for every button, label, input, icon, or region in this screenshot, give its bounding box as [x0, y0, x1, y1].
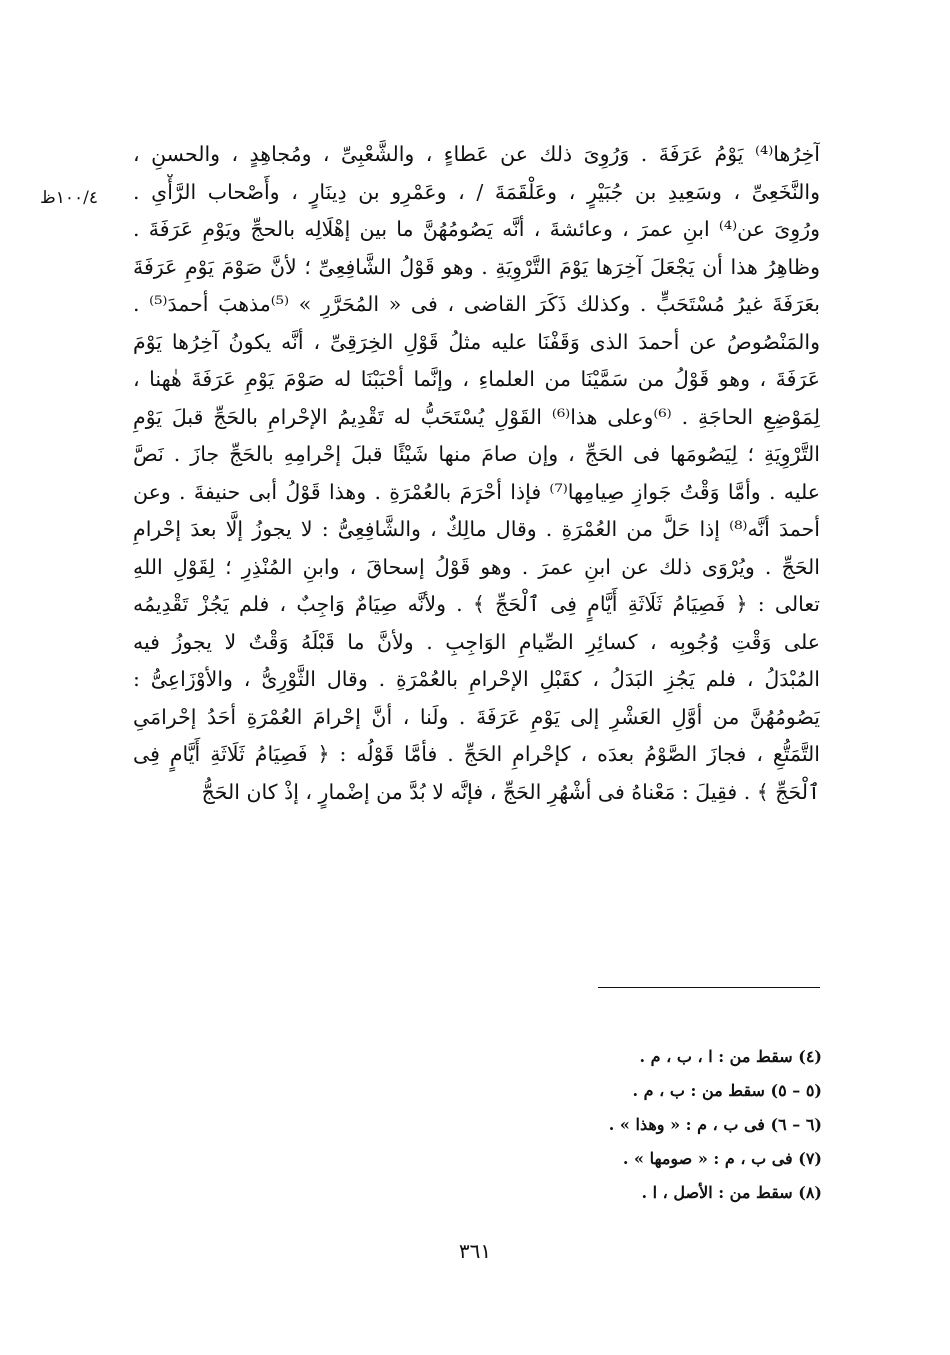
text-line: عَرَفَةَ ، وهو قَوْلُ من سَمَّيْنَا من العلماءِ ، وإنَّما أحْبَبْنَا له صَوْمَ يَوْمِ عَرَفَةَ هٰهنا ،	[133, 367, 820, 391]
footnote-separator	[598, 987, 820, 988]
text-line: ورُوِىَ عن⁽⁴⁾ ابنِ عمرَ ، وعائشةَ ، أنَّه يَصُومُهُنَّ ما بين إهْلَالِه بالحجِّ ويَوْمِ عَرَفَةَ .	[133, 217, 820, 241]
footnotes	[422, 1040, 822, 1210]
margin-folio-note: ١٠٠/٤ظ	[40, 188, 98, 208]
text-line: ٱلْحَجِّ ﴾ . فقِيلَ : مَعْناهُ فى أشْهُرِ الحَجِّ ، فإنَّه لا بُدَّ من إضْمارٍ ، إذْ كان الحَجُّ	[201, 779, 820, 804]
footnote: (٥ – ٥) سقط من : ب ، م .	[632, 1081, 822, 1100]
text-line: بعَرَفَةَ غيرُ مُسْتَحَبٍّ . وكذلك ذَكَرَ القاضى ، فى « المُحَرَّرِ » ⁽⁵⁾مذهبَ أحمدَ⁽⁵⁾ .	[133, 292, 820, 316]
footnote: (٤) سقط من : ا ، ب ، م .	[639, 1047, 822, 1066]
text-line: أحمدَ أنَّه⁽⁸⁾ إذا حَلَّ من العُمْرَةِ . وقال مالِكٌ ، والشَّافِعِىُّ : لا يجوزُ إلَّا بعدَ إحْرامِ	[133, 517, 820, 541]
page-number: ٣٦١	[458, 1239, 492, 1263]
text-line: يَصُومُهُنَّ من أوَّلِ العَشْرِ إلى يَوْمِ عَرَفَةَ . ولَنا ، أنَّ إحْرامَ العُمْرَةِ أحَدُ إحْرامَىِ	[133, 704, 820, 729]
text-line: التَّرْوِيَةِ ؛ لِيَصُومَها فى الحَجِّ ، وإن صامَ منها شَيْئًا قبلَ إحْرامِهِ بالحَجِّ جازَ . نَصَّ	[133, 442, 820, 466]
text-line: لِمَوْضِعِ الحاجَةِ . ⁽⁶⁾وعلى هذا⁽⁶⁾ القَوْلِ يُسْتَحَبُّ له تَقْدِيمُ الإحْرامِ بالحَجِّ قبلَ يَوْمِ	[133, 404, 820, 429]
main-text	[133, 136, 820, 811]
text-line: المُبْدَلُ ، فلم يَجُزِ البَدَلُ ، كقَبْلِ الإحْرامِ بالعُمْرَةِ . وقال الثَّوْرِىُّ ، والأوْزَاعِىُّ :	[133, 667, 820, 691]
text-line: على وَقْتِ وُجُوبِه ، كسائِرِ الصِّيامِ الوَاجِبِ . ولأنَّ ما قَبْلَهُ وَقْتٌ لا يجوزُ فيه	[133, 629, 820, 654]
text-line: الحَجِّ . ويُرْوَى ذلك عن ابنِ عمرَ . وهو قَوْلُ إسحاقَ ، وابنِ المُنْذِرِ ؛ لِقَوْلِ اللهِ	[133, 554, 820, 579]
text-line: التَّمَتُّعِ ، فجازَ الصَّوْمُ بعدَه ، كإحْرامِ الحَجِّ . فأمَّا قَوْلُه : ﴿ فَصِيَامُ ثَلَاثَةِ أَيَّامٍ فِى	[133, 742, 820, 766]
footnote: (٧) فى ب ، م : « صومها » .	[622, 1149, 822, 1168]
text-line: آخِرُها⁽⁴⁾ يَوْمُ عَرَفَةَ . وَرُوِىَ ذلك عن عَطاءٍ ، والشَّعْبِىِّ ، ومُجاهِدٍ ، والحسنِ ،	[133, 142, 820, 166]
text-line: عليه . وأمَّا وَقْتُ جَوازِ صِيامِها⁽⁷⁾ فإذا أحْرَمَ بالعُمْرَةِ . وهذا قَوْلُ أبى حنيفةَ . وعن	[133, 479, 820, 504]
text-line: والمَنْصُوصُ عن أحمدَ الذى وَقَفْنَا عليه مثلُ قَوْلِ الخِرَقِىِّ ، أنَّه يكونُ آخِرُها يَوْمَ	[133, 329, 820, 354]
text-line: وظاهِرُ هذا أن يَجْعَلَ آخِرَها يَوْمَ التَّرْوِيَةِ . وهو قَوْلُ الشَّافِعِىِّ ؛ لأنَّ صَوْمَ يَوْمِ عَرَفَةَ	[133, 254, 820, 279]
text-line: تعالى : ﴿ فَصِيَامُ ثَلَاثَةِ أَيَّامٍ فِى ٱلْحَجِّ ﴾ . ولأنَّه صِيَامٌ وَاجِبٌ ، فلم يَجُزْ تَقْدِيمُه	[133, 592, 820, 616]
footnote: (٦ – ٦) فى ب ، م : « وهذا » .	[608, 1115, 822, 1134]
footnote: (٨) سقط من : الأصل ، ا .	[641, 1183, 822, 1202]
text-line: والنَّخَعِىِّ ، وسَعِيدِ بن جُبَيْرٍ ، وعَلْقَمَةَ / ، وعَمْرِو بن دِينَارٍ ، وأَصْحاب الرَّأْىِ .	[133, 179, 820, 204]
